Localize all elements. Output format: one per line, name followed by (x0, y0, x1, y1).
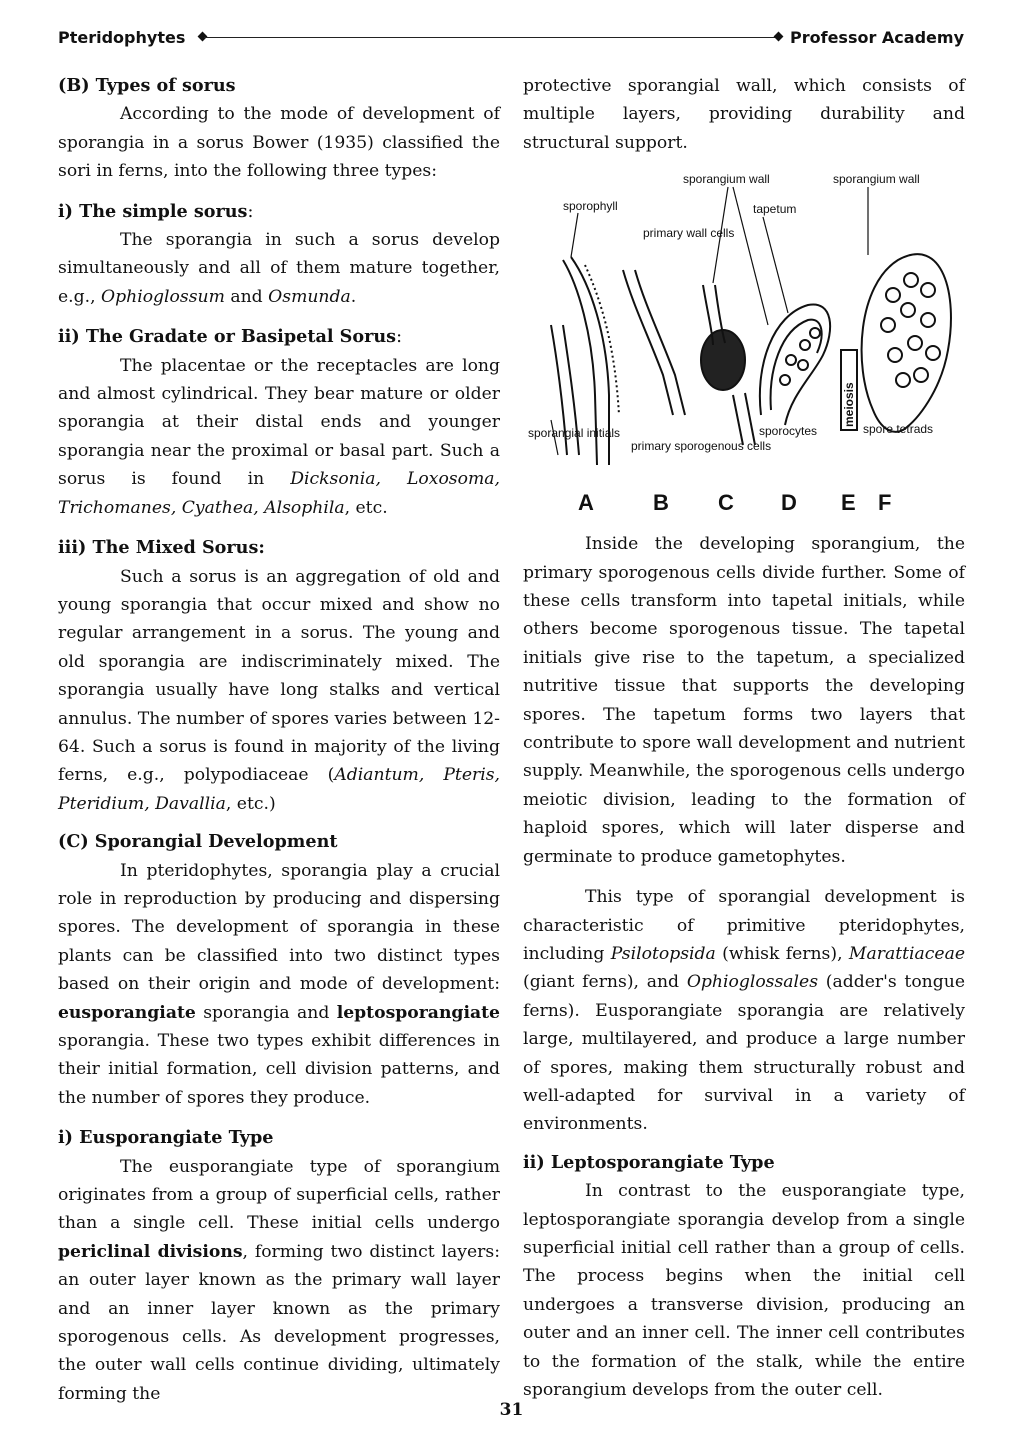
header-rule (204, 37, 777, 38)
eusporangiate-text: The eusporangiate type of sporangium originates from a group of superficial cells, rather than a single cell. These initial cells undergo periclinal divisions, forming two distinct layers: an outer layer known as the primary wall layer and an inner layer known as the primary sporogenous cells. As development progresses, the outer wall cells continue dividing, ultimately forming the (58, 1156, 500, 1404)
header-publisher: Professor Academy (790, 28, 964, 47)
label-meiosis: meiosis (842, 382, 856, 428)
inside-sporangium-text: Inside the developing sporangium, the primary sporogenous cells divide further. Some of these cells transform into tapetal initials, while others become sporogenous tissue. The tapetal initials give rise to the tapetum, a specialized nutritive tissue that supports the developing spores. The tapetum forms two layers that contribute to spore wall development and nutrient supply. Meanwhile, the sporogenous cells undergo meiotic division, leading to the formation of haploid spores, which will later disperse and germinate to produce gametophytes. (523, 534, 965, 867)
sporangium-diagram (523, 165, 965, 530)
types-of-sorus-intro: According to the mode of development of sporangia in a sorus Bower (1935) classified the sori in ferns, into the following three types: (58, 104, 500, 182)
panel-letter-f: F (878, 490, 892, 516)
left-column (58, 72, 500, 1408)
page-number: 31 (499, 1400, 524, 1420)
header-diamond-right (774, 32, 784, 42)
label-primary-wall-cells: primary wall cells (643, 226, 735, 241)
label-spore-tetrads: spore tetrads (863, 422, 934, 437)
leptosporangiate-heading: ii) Leptosporangiate Type (523, 1151, 775, 1173)
panel-letter-a: A (578, 490, 594, 516)
sporangial-development-text: In pteridophytes, sporangia play a crucial role in reproduction by producing and dispersing spores. The development of sporangia in these plants can be classified into two distinct types based on their origin and mode of development: eusporangiate sporangia and leptosporangiate sporangia. These two types exhibit differences in their initial formation, cell division patterns, and the number of spores they produce. (58, 860, 500, 1108)
right-column (523, 72, 965, 1404)
panel-letter-b: B (653, 490, 669, 516)
eusporangiate-heading: i) Eusporangiate Type (58, 1127, 274, 1149)
panel-letter-e: E (841, 490, 856, 516)
sporangium-f (862, 254, 951, 432)
label-sporangium-wall-1: sporangium wall (683, 172, 770, 187)
header-subject: Pteridophytes (58, 28, 186, 47)
gradate-sorus-text: The placentae or the receptacles are long and almost cylindrical. They bear mature or older sporangia at their distal ends and younger sporangia near the proximal or basal part. Such a sorus is found in Dicksonia, Loxosoma, Trichomanes, Cyathea, Alsophila, etc. (58, 355, 500, 518)
mixed-sorus-heading: iii) The Mixed Sorus: (58, 537, 265, 559)
panel-letter-d: D (781, 490, 797, 516)
label-sporocytes: sporocytes (759, 424, 818, 439)
label-sporophyll: sporophyll (563, 199, 618, 214)
gradate-sorus-heading: ii) The Gradate or Basipetal Sorus: (58, 326, 403, 348)
label-sporangial-initials: sporangial initials (528, 426, 621, 441)
label-tapetum: tapetum (753, 202, 797, 217)
continuation-text: protective sporangial wall, which consists of multiple layers, providing durability and structural support. (523, 76, 965, 153)
sporangium-c (701, 330, 745, 390)
simple-sorus-text: The sporangia in such a sorus develop simultaneously and all of them mature together, e.g., Ophioglossum and Osmunda. (58, 230, 500, 307)
simple-sorus-heading: i) The simple sorus: (58, 200, 254, 222)
running-header (58, 26, 964, 50)
panel-letter-c: C (718, 490, 734, 516)
label-primary-sporogenous-cells: primary sporogenous cells (631, 439, 772, 454)
label-sporangium-wall-2: sporangium wall (833, 172, 920, 187)
types-of-sorus-heading: (B) Types of sorus (58, 75, 236, 96)
sporangium-development-figure (523, 165, 965, 530)
sporangial-development-heading: (C) Sporangial Development (58, 831, 338, 853)
characteristic-text: This type of sporangial development is characteristic of primitive pteridophytes, including Psilotopsida (whisk ferns), Marattiaceae (giant ferns), and Ophioglossales (adder's tongue ferns). Eusporangiate sporangia are relatively large, multilayered, and produce a large number of spores, making them structurally robust and well-adapted for survival in a variety of environments. (523, 887, 966, 1135)
leptosporangiate-text: In contrast to the eusporangiate type, leptosporangiate sporangia develop from a single superficial initial cell rather than a group of cells. The process begins when the initial cell undergoes a transverse division, producing an outer and an inner cell. The inner cell contributes to the formation of the stalk, while the entire sporangium develops from the outer cell. (523, 1181, 965, 1400)
mixed-sorus-text: Such a sorus is an aggregation of old and young sporangia that occur mixed and show no regular arrangement in a sorus. The young and old sporangia are indiscriminately mixed. The sporangia usually have long stalks and vertical annulus. The number of spores varies between 12-64. Such a sorus is found in majority of the living ferns, e.g., polypodiaceae (Adiantum, Pteris, Pteridium, Davallia, etc.) (58, 566, 500, 814)
